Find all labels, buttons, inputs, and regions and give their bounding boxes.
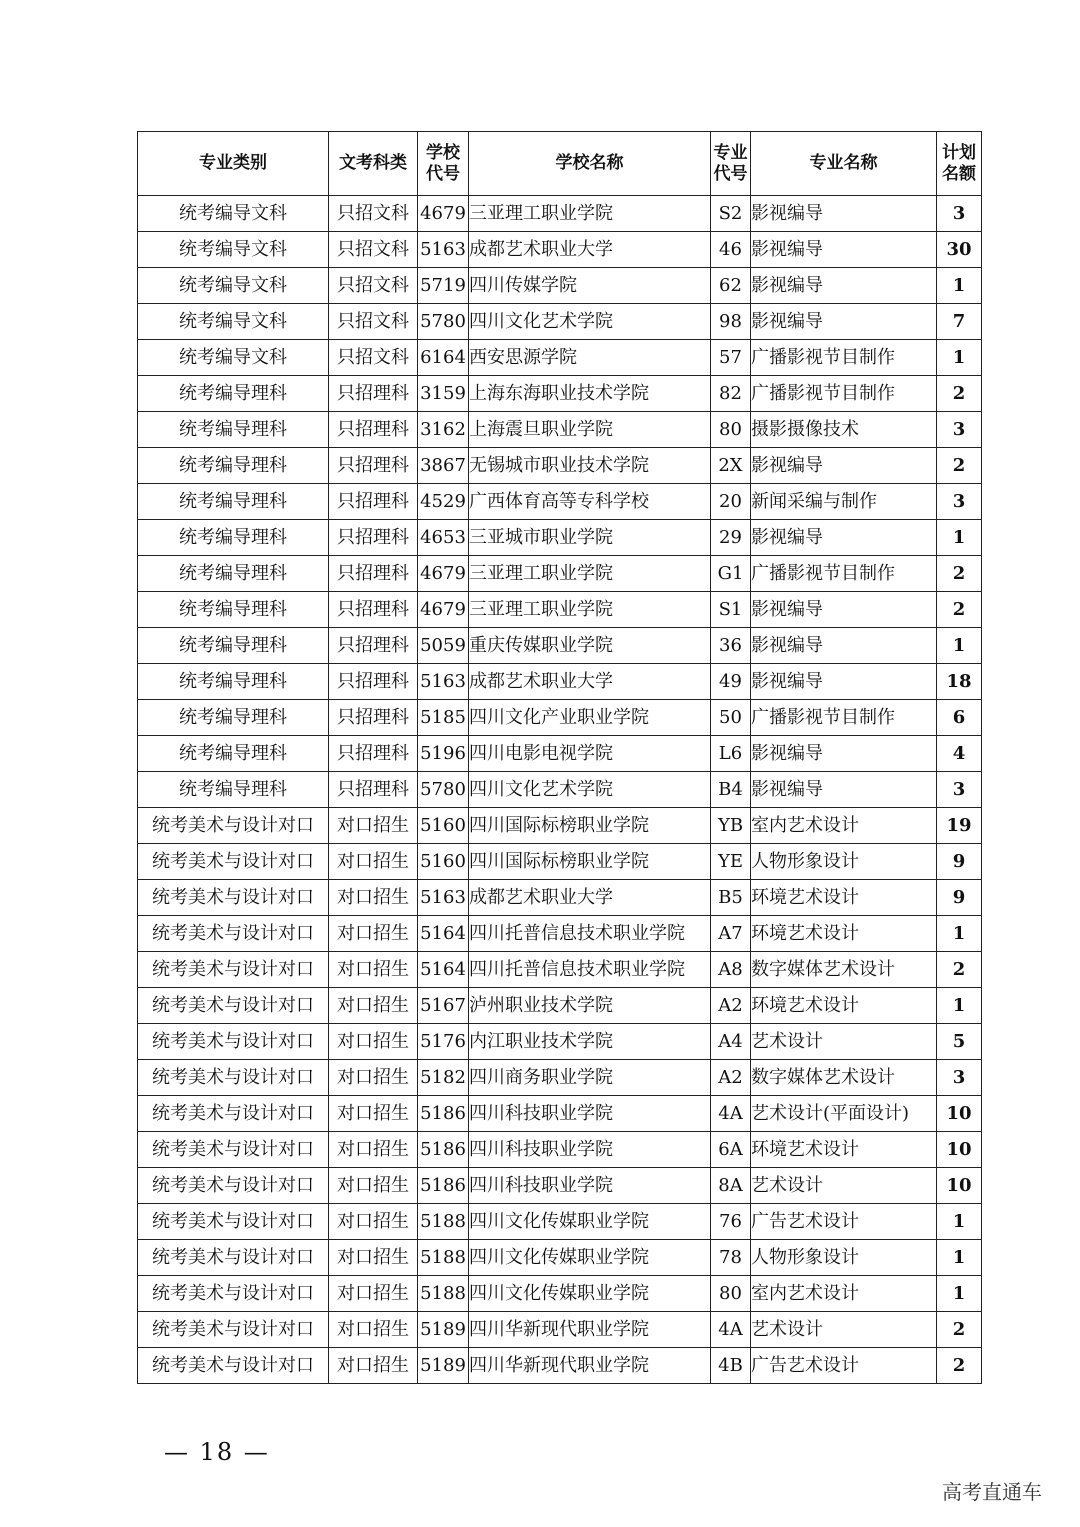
cell-school-code: 5160 [418, 808, 469, 844]
cell-school-name: 四川国际标榜职业学院 [469, 844, 711, 880]
cell-quota: 2 [937, 556, 982, 592]
cell-major-code: L6 [711, 736, 751, 772]
cell-school-name: 无锡城市职业技术学院 [469, 448, 711, 484]
cell-major-code: B4 [711, 772, 751, 808]
cell-school-code: 4529 [418, 484, 469, 520]
cell-major-name: 数字媒体艺术设计 [751, 952, 937, 988]
table-body [138, 196, 982, 1384]
cell-quota: 10 [937, 1096, 982, 1132]
cell-school-name: 广西体育高等专科学校 [469, 484, 711, 520]
cell-quota: 30 [937, 232, 982, 268]
table-row [138, 268, 982, 304]
cell-major-code: 4A [711, 1312, 751, 1348]
cell-school-name: 四川科技职业学院 [469, 1096, 711, 1132]
cell-school-code: 5186 [418, 1096, 469, 1132]
cell-school-code: 5780 [418, 304, 469, 340]
cell-major-name: 艺术设计 [751, 1024, 937, 1060]
cell-school-name: 三亚理工职业学院 [469, 196, 711, 232]
table-row [138, 916, 982, 952]
cell-quota: 3 [937, 484, 982, 520]
cell-major-name: 新闻采编与制作 [751, 484, 937, 520]
page-number: — 18 — [164, 1438, 270, 1466]
cell-subject-type: 只招文科 [329, 268, 418, 304]
cell-school-code: 5059 [418, 628, 469, 664]
cell-category: 统考编导理科 [138, 448, 329, 484]
cell-quota: 6 [937, 700, 982, 736]
cell-school-name: 四川托普信息技术职业学院 [469, 916, 711, 952]
cell-subject-type: 只招理科 [329, 520, 418, 556]
cell-major-code: 78 [711, 1240, 751, 1276]
cell-subject-type: 对口招生 [329, 1060, 418, 1096]
cell-school-code: 5176 [418, 1024, 469, 1060]
header-subject-type: 文考科类 [329, 132, 418, 196]
table-row [138, 1168, 982, 1204]
cell-major-name: 人物形象设计 [751, 1240, 937, 1276]
header-major-name: 专业名称 [751, 132, 937, 196]
table-row [138, 1060, 982, 1096]
cell-subject-type: 只招理科 [329, 484, 418, 520]
cell-subject-type: 对口招生 [329, 952, 418, 988]
cell-school-code: 5196 [418, 736, 469, 772]
cell-subject-type: 只招理科 [329, 700, 418, 736]
cell-major-name: 广播影视节目制作 [751, 556, 937, 592]
cell-major-code: A8 [711, 952, 751, 988]
cell-major-name: 影视编导 [751, 448, 937, 484]
table-row [138, 1132, 982, 1168]
cell-subject-type: 只招理科 [329, 664, 418, 700]
cell-school-name: 成都艺术职业大学 [469, 232, 711, 268]
table-row [138, 1096, 982, 1132]
cell-major-code: 76 [711, 1204, 751, 1240]
cell-category: 统考美术与设计对口 [138, 916, 329, 952]
cell-school-code: 5189 [418, 1348, 469, 1384]
cell-category: 统考编导理科 [138, 412, 329, 448]
header-school-name: 学校名称 [469, 132, 711, 196]
cell-school-code: 5164 [418, 952, 469, 988]
cell-category: 统考美术与设计对口 [138, 988, 329, 1024]
watermark: 高考直通车 [942, 1480, 1042, 1504]
cell-school-code: 5163 [418, 232, 469, 268]
cell-category: 统考美术与设计对口 [138, 1204, 329, 1240]
cell-quota: 2 [937, 376, 982, 412]
cell-major-code: B5 [711, 880, 751, 916]
cell-category: 统考美术与设计对口 [138, 1096, 329, 1132]
cell-category: 统考编导文科 [138, 304, 329, 340]
cell-subject-type: 只招理科 [329, 448, 418, 484]
cell-major-code: 57 [711, 340, 751, 376]
cell-school-name: 上海东海职业技术学院 [469, 376, 711, 412]
cell-major-name: 影视编导 [751, 736, 937, 772]
cell-major-code: 62 [711, 268, 751, 304]
cell-quota: 9 [937, 880, 982, 916]
table-row [138, 1276, 982, 1312]
cell-category: 统考美术与设计对口 [138, 1348, 329, 1384]
cell-major-code: A7 [711, 916, 751, 952]
cell-quota: 1 [937, 916, 982, 952]
cell-subject-type: 对口招生 [329, 808, 418, 844]
cell-subject-type: 只招文科 [329, 340, 418, 376]
cell-quota: 3 [937, 196, 982, 232]
cell-school-code: 5164 [418, 916, 469, 952]
cell-school-name: 四川传媒学院 [469, 268, 711, 304]
cell-major-code: 49 [711, 664, 751, 700]
cell-quota: 1 [937, 1276, 982, 1312]
cell-school-name: 四川文化传媒职业学院 [469, 1276, 711, 1312]
cell-quota: 2 [937, 1348, 982, 1384]
cell-subject-type: 对口招生 [329, 1132, 418, 1168]
cell-major-name: 影视编导 [751, 304, 937, 340]
cell-school-name: 成都艺术职业大学 [469, 664, 711, 700]
table-row [138, 1024, 982, 1060]
cell-major-code: 20 [711, 484, 751, 520]
table-row [138, 1348, 982, 1384]
table-row [138, 592, 982, 628]
cell-school-name: 四川华新现代职业学院 [469, 1348, 711, 1384]
cell-subject-type: 对口招生 [329, 1204, 418, 1240]
cell-category: 统考美术与设计对口 [138, 1168, 329, 1204]
cell-category: 统考编导理科 [138, 736, 329, 772]
table-row [138, 376, 982, 412]
cell-major-code: 36 [711, 628, 751, 664]
cell-school-name: 三亚理工职业学院 [469, 556, 711, 592]
cell-major-name: 影视编导 [751, 268, 937, 304]
cell-quota: 1 [937, 1240, 982, 1276]
cell-school-name: 四川商务职业学院 [469, 1060, 711, 1096]
cell-school-code: 4653 [418, 520, 469, 556]
cell-category: 统考美术与设计对口 [138, 1060, 329, 1096]
table-row [138, 736, 982, 772]
cell-major-code: YE [711, 844, 751, 880]
cell-major-code: 82 [711, 376, 751, 412]
cell-school-code: 5160 [418, 844, 469, 880]
cell-category: 统考编导理科 [138, 592, 329, 628]
cell-category: 统考美术与设计对口 [138, 1132, 329, 1168]
table-row [138, 844, 982, 880]
cell-quota: 3 [937, 772, 982, 808]
cell-major-name: 广播影视节目制作 [751, 376, 937, 412]
cell-subject-type: 对口招生 [329, 1276, 418, 1312]
cell-subject-type: 对口招生 [329, 1024, 418, 1060]
cell-major-code: G1 [711, 556, 751, 592]
table-row [138, 520, 982, 556]
cell-quota: 1 [937, 340, 982, 376]
cell-school-name: 三亚理工职业学院 [469, 592, 711, 628]
cell-major-name: 广播影视节目制作 [751, 700, 937, 736]
cell-category: 统考编导理科 [138, 700, 329, 736]
cell-subject-type: 对口招生 [329, 1348, 418, 1384]
cell-major-name: 人物形象设计 [751, 844, 937, 880]
cell-category: 统考编导理科 [138, 484, 329, 520]
cell-school-code: 4679 [418, 556, 469, 592]
table-row [138, 628, 982, 664]
cell-school-name: 泸州职业技术学院 [469, 988, 711, 1024]
admission-plan-table [137, 131, 982, 1384]
cell-major-code: 2X [711, 448, 751, 484]
cell-quota: 9 [937, 844, 982, 880]
table-row [138, 196, 982, 232]
cell-school-code: 3162 [418, 412, 469, 448]
cell-school-code: 5167 [418, 988, 469, 1024]
table-row [138, 304, 982, 340]
cell-school-name: 成都艺术职业大学 [469, 880, 711, 916]
cell-major-code: 46 [711, 232, 751, 268]
cell-major-code: YB [711, 808, 751, 844]
table-row [138, 700, 982, 736]
cell-major-name: 广告艺术设计 [751, 1204, 937, 1240]
cell-major-name: 摄影摄像技术 [751, 412, 937, 448]
cell-category: 统考编导理科 [138, 376, 329, 412]
cell-category: 统考编导理科 [138, 520, 329, 556]
cell-subject-type: 只招理科 [329, 412, 418, 448]
cell-quota: 18 [937, 664, 982, 700]
cell-major-name: 影视编导 [751, 232, 937, 268]
cell-category: 统考编导理科 [138, 772, 329, 808]
cell-quota: 1 [937, 988, 982, 1024]
cell-major-name: 影视编导 [751, 196, 937, 232]
cell-category: 统考美术与设计对口 [138, 1240, 329, 1276]
cell-quota: 10 [937, 1132, 982, 1168]
header-row [138, 132, 982, 196]
table-row [138, 412, 982, 448]
cell-school-name: 上海震旦职业学院 [469, 412, 711, 448]
cell-school-name: 四川科技职业学院 [469, 1168, 711, 1204]
cell-category: 统考编导理科 [138, 556, 329, 592]
cell-major-code: S2 [711, 196, 751, 232]
cell-school-code: 5163 [418, 664, 469, 700]
cell-major-name: 环境艺术设计 [751, 916, 937, 952]
cell-quota: 2 [937, 448, 982, 484]
table-row [138, 340, 982, 376]
table-row [138, 952, 982, 988]
cell-school-code: 5185 [418, 700, 469, 736]
cell-school-name: 四川华新现代职业学院 [469, 1312, 711, 1348]
cell-quota: 19 [937, 808, 982, 844]
cell-major-name: 影视编导 [751, 520, 937, 556]
cell-category: 统考编导文科 [138, 268, 329, 304]
cell-quota: 1 [937, 268, 982, 304]
cell-quota: 3 [937, 1060, 982, 1096]
cell-major-code: 8A [711, 1168, 751, 1204]
cell-subject-type: 对口招生 [329, 988, 418, 1024]
cell-subject-type: 对口招生 [329, 1240, 418, 1276]
table-row [138, 988, 982, 1024]
cell-major-name: 艺术设计 [751, 1312, 937, 1348]
cell-school-name: 内江职业技术学院 [469, 1024, 711, 1060]
cell-quota: 7 [937, 304, 982, 340]
cell-school-code: 5163 [418, 880, 469, 916]
table-row [138, 556, 982, 592]
cell-major-name: 影视编导 [751, 628, 937, 664]
cell-school-name: 重庆传媒职业学院 [469, 628, 711, 664]
table-row [138, 880, 982, 916]
table-row [138, 664, 982, 700]
cell-quota: 1 [937, 1204, 982, 1240]
cell-subject-type: 对口招生 [329, 1312, 418, 1348]
cell-subject-type: 对口招生 [329, 1168, 418, 1204]
cell-school-code: 5186 [418, 1168, 469, 1204]
cell-category: 统考美术与设计对口 [138, 1312, 329, 1348]
cell-subject-type: 只招文科 [329, 304, 418, 340]
cell-subject-type: 只招文科 [329, 232, 418, 268]
cell-major-name: 环境艺术设计 [751, 988, 937, 1024]
cell-school-name: 四川文化艺术学院 [469, 772, 711, 808]
cell-school-name: 四川科技职业学院 [469, 1132, 711, 1168]
cell-subject-type: 只招理科 [329, 592, 418, 628]
cell-school-name: 四川文化传媒职业学院 [469, 1240, 711, 1276]
cell-school-code: 4679 [418, 196, 469, 232]
cell-major-code: A2 [711, 988, 751, 1024]
cell-school-name: 四川文化传媒职业学院 [469, 1204, 711, 1240]
cell-school-code: 5188 [418, 1276, 469, 1312]
cell-major-code: 29 [711, 520, 751, 556]
cell-school-name: 四川电影电视学院 [469, 736, 711, 772]
cell-quota: 10 [937, 1168, 982, 1204]
cell-category: 统考编导理科 [138, 628, 329, 664]
cell-school-code: 5182 [418, 1060, 469, 1096]
cell-major-name: 广播影视节目制作 [751, 340, 937, 376]
cell-school-code: 5188 [418, 1240, 469, 1276]
cell-major-name: 广告艺术设计 [751, 1348, 937, 1384]
cell-major-code: 80 [711, 1276, 751, 1312]
cell-major-code: 6A [711, 1132, 751, 1168]
cell-major-name: 艺术设计 [751, 1168, 937, 1204]
cell-school-name: 四川托普信息技术职业学院 [469, 952, 711, 988]
cell-major-code: S1 [711, 592, 751, 628]
table-row [138, 1240, 982, 1276]
cell-school-name: 四川国际标榜职业学院 [469, 808, 711, 844]
cell-subject-type: 对口招生 [329, 844, 418, 880]
cell-quota: 1 [937, 628, 982, 664]
table-row [138, 772, 982, 808]
header-school-code: 学校代号 [418, 132, 469, 196]
cell-school-code: 5719 [418, 268, 469, 304]
cell-subject-type: 对口招生 [329, 1096, 418, 1132]
cell-major-code: 4A [711, 1096, 751, 1132]
cell-major-code: 4B [711, 1348, 751, 1384]
cell-quota: 3 [937, 412, 982, 448]
cell-quota: 2 [937, 952, 982, 988]
table-row [138, 808, 982, 844]
cell-category: 统考美术与设计对口 [138, 844, 329, 880]
cell-quota: 2 [937, 1312, 982, 1348]
cell-quota: 2 [937, 592, 982, 628]
header-quota: 计划名额 [937, 132, 982, 196]
cell-major-name: 室内艺术设计 [751, 1276, 937, 1312]
cell-school-code: 4679 [418, 592, 469, 628]
cell-category: 统考美术与设计对口 [138, 880, 329, 916]
cell-school-name: 三亚城市职业学院 [469, 520, 711, 556]
cell-quota: 4 [937, 736, 982, 772]
cell-school-code: 5186 [418, 1132, 469, 1168]
cell-school-code: 5188 [418, 1204, 469, 1240]
cell-subject-type: 只招理科 [329, 772, 418, 808]
header-major-code: 专业代号 [711, 132, 751, 196]
cell-major-name: 环境艺术设计 [751, 880, 937, 916]
table-header [138, 132, 982, 196]
cell-school-code: 3867 [418, 448, 469, 484]
cell-subject-type: 只招文科 [329, 196, 418, 232]
cell-category: 统考美术与设计对口 [138, 1276, 329, 1312]
cell-subject-type: 只招理科 [329, 628, 418, 664]
header-category: 专业类别 [138, 132, 329, 196]
cell-quota: 5 [937, 1024, 982, 1060]
table-row [138, 1312, 982, 1348]
cell-major-code: A2 [711, 1060, 751, 1096]
cell-subject-type: 对口招生 [329, 880, 418, 916]
cell-school-code: 3159 [418, 376, 469, 412]
cell-major-name: 艺术设计(平面设计) [751, 1096, 937, 1132]
table-row [138, 232, 982, 268]
cell-major-code: 50 [711, 700, 751, 736]
cell-school-name: 四川文化产业职业学院 [469, 700, 711, 736]
cell-major-name: 环境艺术设计 [751, 1132, 937, 1168]
cell-major-name: 影视编导 [751, 772, 937, 808]
cell-school-code: 5189 [418, 1312, 469, 1348]
cell-category: 统考美术与设计对口 [138, 1024, 329, 1060]
cell-subject-type: 只招理科 [329, 556, 418, 592]
cell-subject-type: 只招理科 [329, 736, 418, 772]
cell-subject-type: 只招理科 [329, 376, 418, 412]
cell-quota: 1 [937, 520, 982, 556]
cell-major-code: 98 [711, 304, 751, 340]
cell-category: 统考编导文科 [138, 340, 329, 376]
cell-category: 统考编导理科 [138, 664, 329, 700]
cell-category: 统考美术与设计对口 [138, 808, 329, 844]
cell-school-name: 四川文化艺术学院 [469, 304, 711, 340]
table-row [138, 484, 982, 520]
table-row [138, 1204, 982, 1240]
cell-school-code: 6164 [418, 340, 469, 376]
cell-major-name: 影视编导 [751, 592, 937, 628]
cell-school-name: 西安思源学院 [469, 340, 711, 376]
cell-major-code: 80 [711, 412, 751, 448]
cell-category: 统考美术与设计对口 [138, 952, 329, 988]
cell-major-name: 影视编导 [751, 664, 937, 700]
cell-major-code: A4 [711, 1024, 751, 1060]
cell-major-name: 数字媒体艺术设计 [751, 1060, 937, 1096]
cell-category: 统考编导文科 [138, 232, 329, 268]
cell-school-code: 5780 [418, 772, 469, 808]
table-row [138, 448, 982, 484]
cell-category: 统考编导文科 [138, 196, 329, 232]
cell-major-name: 室内艺术设计 [751, 808, 937, 844]
cell-subject-type: 对口招生 [329, 916, 418, 952]
